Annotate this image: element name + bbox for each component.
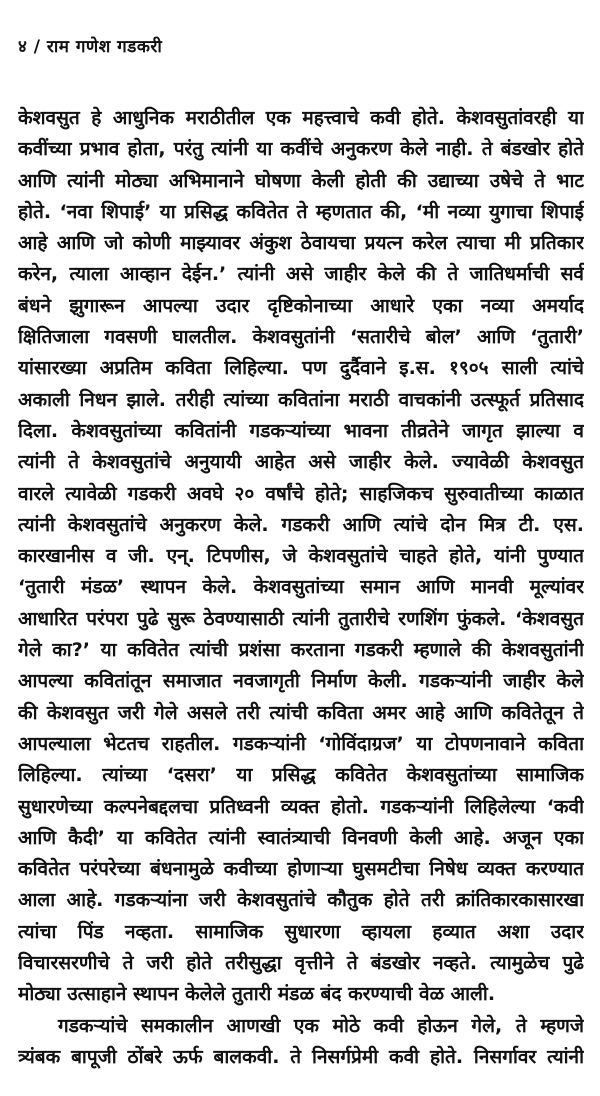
paragraph-1 xyxy=(18,103,584,1011)
text-line: विचारसरणीचे ते जरी होते तरीसुद्धा वृत्तीने ते बंडखोर नव्हते. त्यामुळेच पुढे xyxy=(18,952,584,975)
text-line: आपल्या कवितांतून समाजात नवजागृती निर्माण केली. गडकऱ्यांनी जाहीर केले xyxy=(18,670,584,693)
text-line: त्यांचा पिंड नव्हता. सामाजिक सुधारणा व्हायला हव्यात अशा उदार xyxy=(18,920,584,943)
text-line: अकाली निधन झाले. तरीही त्यांच्या कवितांना मराठी वाचकांनी उत्स्फूर्त प्रतिसाद xyxy=(18,388,584,411)
text-line: दिला. केशवसुतांच्या कवितांनी गडकऱ्यांच्या भावना तीव्रतेने जागृत झाल्या व xyxy=(18,419,584,442)
text-line: त्यांनी ते केशवसुतांचे अनुयायी आहेत असे जाहीर केले. ज्यावेळी केशवसुत xyxy=(18,451,584,474)
text-line: त्यांनी केशवसुतांचे अनुकरण केले. गडकरी आणि त्यांचे दोन मित्र टी. एस. xyxy=(18,513,584,536)
text-line: आपल्याला भेटतच राहतील. गडकऱ्यांनी ‘गोविंदाग्रज’ या टोपणनावाने कविता xyxy=(18,732,584,755)
text-line: बंधने झुगारून आपल्या उदार दृष्टिकोनाच्या आधारे एका नव्या अमर्याद xyxy=(18,294,584,317)
text-line: कारखानीस व जी. एन्. टिपणीस, जे केशवसुतांचे चाहते होते, यांनी पुण्यात xyxy=(18,545,584,568)
text-line: आधारित परंपरा पुढे सुरू ठेवण्यासाठी त्यांनी तुतारीचे रणशिंग फुंकले. ‘केशवसुत xyxy=(18,607,584,630)
text-line: सुधारणेच्या कल्पनेबद्दलचा प्रतिध्वनी व्यक्त होतो. गडकऱ्यांनी लिहिलेल्या ‘कवी xyxy=(18,795,584,818)
text-line: वारले त्यावेळी गडकरी अवघे २० वर्षांचे होते; साहजिकच सुरुवातीच्या काळात xyxy=(18,482,584,505)
text-line: आहे आणि जो कोणी माझ्यावर अंकुश ठेवायचा प्रयत्न करेल त्याचा मी प्रतिकार xyxy=(18,232,584,255)
text-line: ‘तुतारी मंडळ’ स्थापन केले. केशवसुतांच्या समान आणि मानवी मूल्यांवर xyxy=(18,576,584,599)
text-line: यांसारख्या अप्रतिम कविता लिहिल्या. पण दुर्दैवाने इ.स. १९०५ साली त्यांचे xyxy=(18,357,584,380)
text-line: गेले का?’ या कवितेत त्यांची प्रशंसा करताना गडकरी म्हणाले की केशवसुतांनी xyxy=(18,639,584,662)
text-line: करेन, त्याला आव्हान देईन.’ त्यांनी असे जाहीर केले की ते जातिधर्माची सर्व xyxy=(18,263,584,286)
text-line: आणि कैदी’ या कवितेत त्यांनी स्वातंत्र्याची विनवणी केली आहे. अजून एका xyxy=(18,826,584,849)
text-line: आणि त्यांनी मोठ्या अभिमानाने घोषणा केली होती की उद्याच्या उषेचे ते भाट xyxy=(18,169,584,192)
text-line: कवींच्या प्रभाव होता, परंतु त्यांनी या कवींचे अनुकरण केले नाही. ते बंडखोर होते xyxy=(18,138,584,161)
text-line: केशवसुत हे आधुनिक मराठीतील एक महत्त्वाचे कवी होते. केशवसुतांवरही या xyxy=(18,107,584,129)
text-line: क्षितिजाला गवसणी घालतील. केशवसुतांनी ‘सतारीचे बोल’ आणि ‘तुतारी’ xyxy=(18,326,584,349)
running-header: ४ / राम गणेश गडकरी xyxy=(18,37,163,57)
text-line: लिहिल्या. त्यांच्या ‘दसरा’ या प्रसिद्ध कवितेत केशवसुतांच्या सामाजिक xyxy=(18,764,584,787)
body-text xyxy=(18,103,584,1073)
text-line: कवितेत परंपरेच्या बंधनामुळे कवीच्या होणाऱ्या घुसमटीचा निषेध व्यक्त करण्यात xyxy=(18,858,584,881)
text-line: मोठ्या उत्साहाने स्थापन केलेले तुतारी मंडळ बंद करण्याची वेळ आली. xyxy=(18,983,496,1006)
text-line: त्र्यंबक बापूजी ठोंबरे ऊर्फ बालकवी. ते निसर्गप्रेमी कवी होते. निसर्गावर त्यांनी xyxy=(18,1045,584,1068)
text-line: आला आहे. गडकऱ्यांना जरी केशवसुतांचे कौतुक होते तरी क्रांतिकारकासारखा xyxy=(18,889,584,912)
text-line: होते. ‘नवा शिपाई’ या प्रसिद्ध कवितेत ते म्हणतात की, ‘मी नव्या युगाचा शिपाई xyxy=(18,200,584,223)
text-line: गडकऱ्यांचे समकालीन आणखी एक मोठे कवी होऊन गेले, ते म्हणजे xyxy=(58,1014,584,1037)
paragraph-2 xyxy=(18,1011,584,1074)
text-line: की केशवसुत जरी गेले असले तरी त्यांची कविता अमर आहे आणि कवितेतून ते xyxy=(18,701,584,724)
